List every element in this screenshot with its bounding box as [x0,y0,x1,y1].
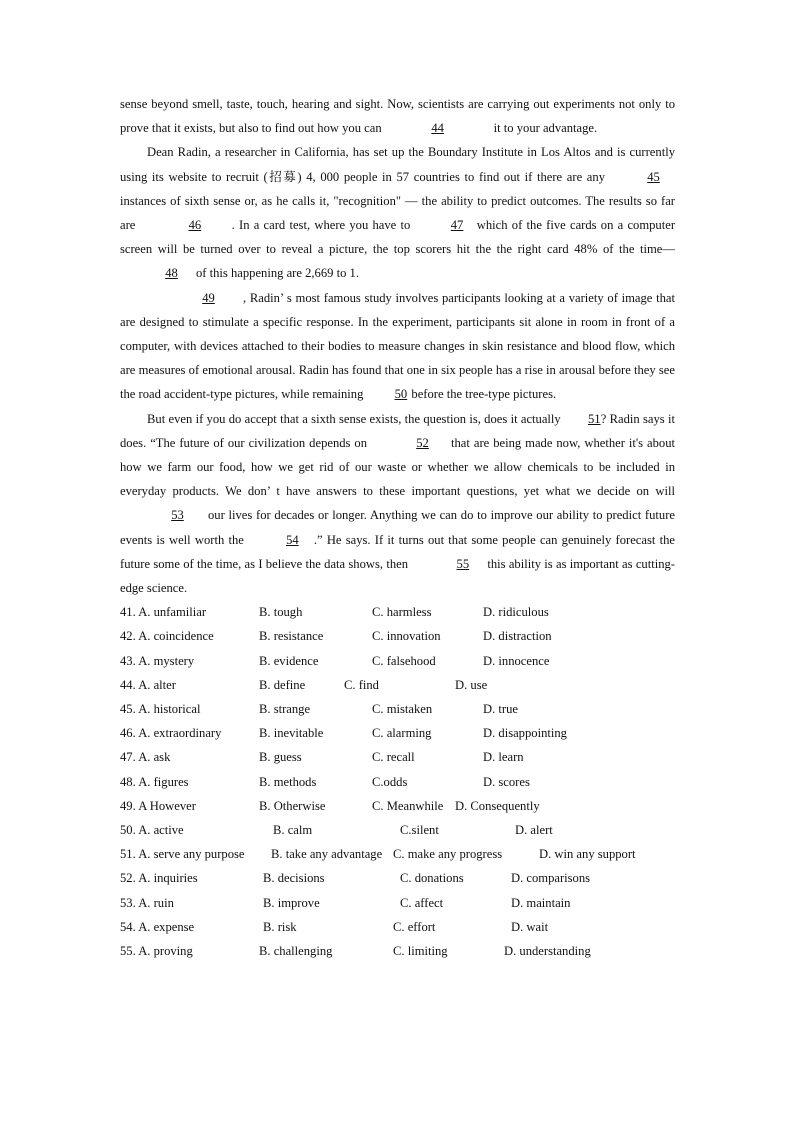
option-b: B. inevitable [259,726,324,741]
option-a: 43. A. mystery [120,653,195,668]
blank-44: 44 [431,121,444,136]
paragraph-text: But even if you do accept that a sixth sense exists, the question is, does it actually [147,411,561,426]
option-a: 52. A. inquiries [120,871,198,886]
paragraph-text: , Radin’ s most famous study involves participants looking at a variety of image that are designed to stimulate a specific response. In the experiment, participants sit alone in room in front of a computer, with devices attached to their bodies to measure changes in skin resistance and blood flow, which are measures of emotional arousal. Radin has found that one in six people has a rise in arousal before they see the road accident-type pictures, while remaining [120,290,675,402]
option-d: D. true [483,702,518,717]
blank-55: 55 [456,556,470,571]
paragraph-text: that are being made now, whether it's about how we farm our food, how we get rid of our waste or whether we allow chemicals to be included in everyday products. We don’ t have answers to these important questions, yet what we decide on will [120,435,675,499]
blank-45: 45 [647,169,660,184]
blank-50: 50 [394,387,408,402]
paragraph-text: which of the five cards on a computer screen will be turned over to reveal a picture, the top scorers hit the the right card 48% of the time— [120,218,676,257]
option-d: D. maintain [511,895,571,910]
option-c: C. falsehood [372,653,436,668]
option-a: 46. A. extraordinary [120,726,222,741]
question-row [120,600,675,624]
paragraph-text: ? Radin says it does. “The future of our civilization depends on [120,411,675,450]
question-row [120,745,675,769]
option-d: D. win any support [539,847,636,862]
option-c: C. recall [372,750,415,765]
paragraph-text: instances of sixth sense or, as he calls it, "recognition" — the ability to predict outcomes. The results so far are [120,193,675,233]
option-c: C. mistaken [372,702,433,717]
question-row [120,624,675,648]
option-d: D. innocence [483,653,550,668]
option-d: D. wait [511,919,549,934]
option-d: D. use [455,677,488,692]
option-a: 55. A. proving [120,943,193,958]
option-b: B. risk [263,919,297,934]
option-b: B. Otherwise [259,798,326,813]
option-a: 54. A. expense [120,919,195,934]
option-a: 41. A. unfamiliar [120,605,207,620]
paragraph-3 [120,286,675,407]
paragraph-text: sense beyond smell, taste, touch, hearing and sight. Now, scientists are carrying out experiments not only to prove that it exists, but also to find out how you can [120,97,675,136]
option-b: B. improve [263,895,320,910]
option-a: 50. A. active [120,822,184,837]
option-c: C. innovation [372,629,441,644]
option-b: B. define [259,677,306,692]
paragraph-text: . In a card test, where you have to [227,218,415,233]
blank-51: 51 [587,411,601,426]
option-c: C. affect [400,895,444,910]
blank-54: 54 [286,532,299,547]
option-d: D. learn [483,750,524,765]
paragraph-text: Dean Radin, a researcher in California, has set up the Boundary Institute in Los Altos and is currently using its website to recruit (招募) 4, 000 people in 57 countries to find out if there are any [120,145,675,184]
paragraph-text: it to your advantage. [493,121,598,136]
question-row [120,697,675,721]
option-c: C.silent [400,822,439,837]
question-row [120,770,675,794]
paragraph-2 [120,140,675,285]
question-row [120,794,675,818]
option-b: B. evidence [259,653,319,668]
exam-content [120,92,675,963]
question-row [120,891,675,915]
blank-52: 52 [416,435,429,450]
paragraph-text: before the tree-type pictures. [411,387,557,402]
option-b: B. resistance [259,629,324,644]
option-b: B. decisions [263,871,325,886]
option-c: C. Meanwhile [372,798,444,813]
option-d: D. comparisons [511,871,591,886]
blank-49: 49 [202,290,215,305]
question-row [120,915,675,939]
option-a: 48. A. figures [120,774,189,789]
option-d: D. Consequently [455,798,540,813]
option-c: C. find [344,677,379,692]
option-b: B. strange [259,702,311,717]
paragraph-text: this ability is as important as cutting-edge science. [120,556,675,596]
question-row [120,818,675,842]
option-c: C. harmless [372,605,432,620]
option-d: D. alert [515,822,553,837]
paragraph-4 [120,407,675,601]
option-a: 49. A However [120,798,196,813]
option-d: D. scores [483,774,530,789]
option-a: 47. A. ask [120,750,171,765]
option-c: C. make any progress [393,847,503,862]
option-c: C. donations [400,871,464,886]
option-c: C. alarming [372,726,432,741]
question-row [120,939,675,963]
question-row [120,842,675,866]
option-a: 51. A. serve any purpose [120,847,245,862]
option-c: C.odds [372,774,408,789]
option-a: 42. A. coincidence [120,629,214,644]
option-d: D. disappointing [483,726,567,741]
blank-53: 53 [171,508,184,523]
option-a: 44. A. alter [120,677,176,692]
option-d: D. distraction [483,629,552,644]
blank-46: 46 [188,218,202,233]
option-d: D. understanding [504,943,591,958]
question-row [120,721,675,745]
blank-48: 48 [165,266,178,281]
option-b: B. methods [259,774,317,789]
paragraph-text: our lives for decades or longer. Anything we can do to improve our ability to predict future events is well worth the [120,508,675,547]
paragraph-text: of this happening are 2,669 to 1. [196,266,359,281]
option-a: 45. A. historical [120,702,201,717]
option-a: 53. A. ruin [120,895,174,910]
option-b: B. calm [273,822,313,837]
paragraph-text: .” He says. If it turns out that some people can genuinely forecast the future some of the time, as I believe the data shows, then [120,532,675,571]
option-c: C. limiting [393,943,448,958]
question-row [120,866,675,890]
question-row [120,649,675,673]
question-list [120,600,675,963]
blank-47: 47 [450,218,464,233]
option-b: B. guess [259,750,302,765]
option-b: B. take any advantage [271,847,383,862]
question-row [120,673,675,697]
option-c: C. effort [393,919,436,934]
option-d: D. ridiculous [483,605,549,620]
option-b: B. challenging [259,943,333,958]
paragraph-1 [120,92,675,140]
option-b: B. tough [259,605,303,620]
